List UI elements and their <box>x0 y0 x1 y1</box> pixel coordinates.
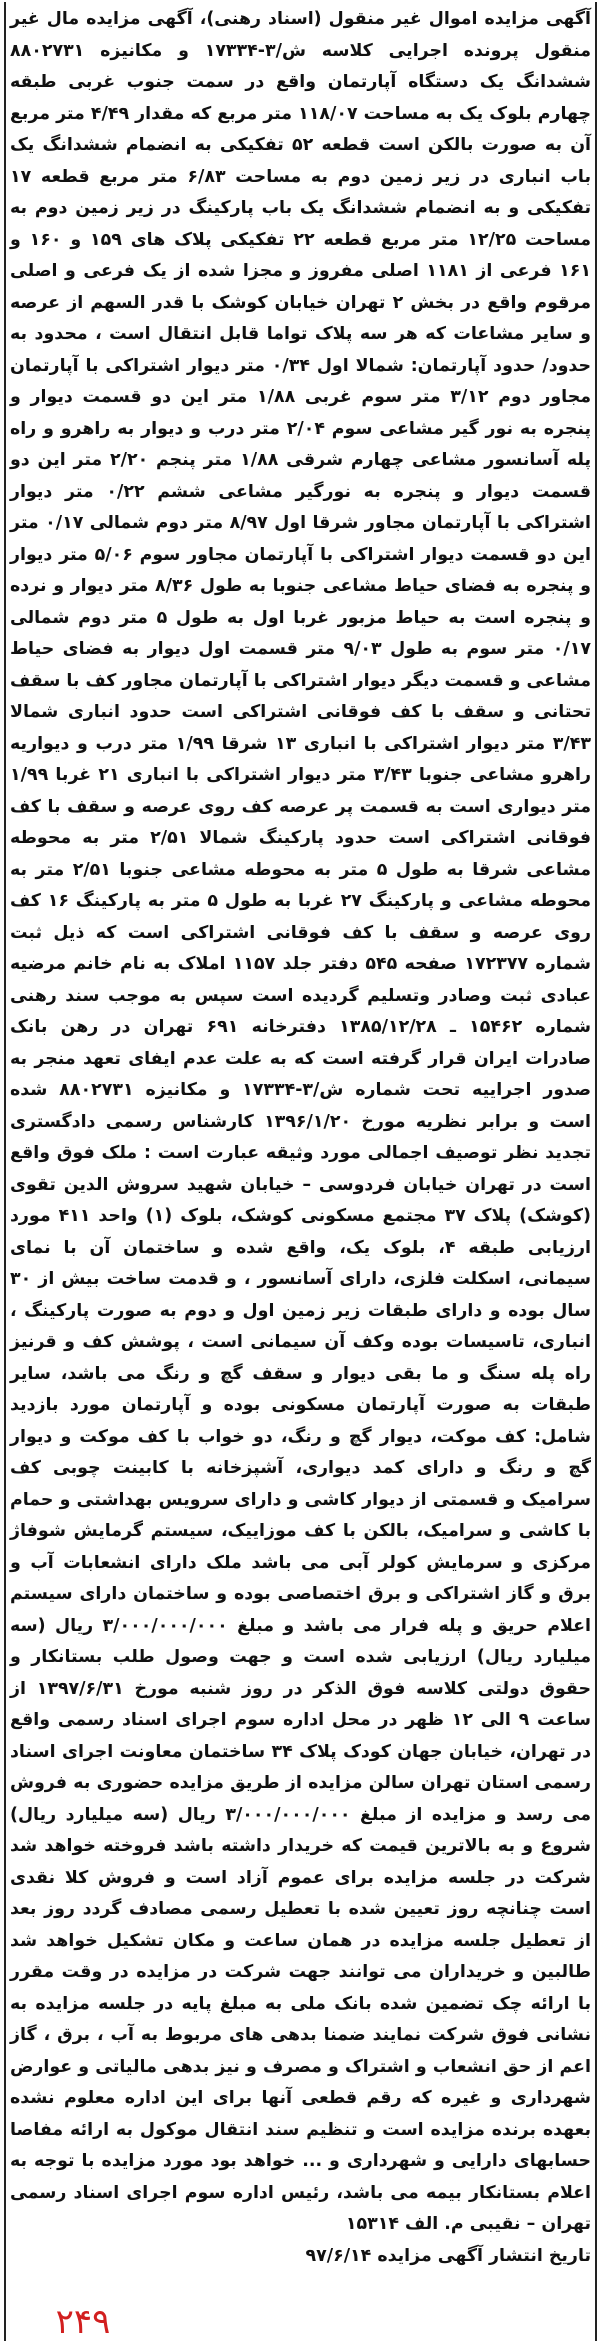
notice-body: آگهی مزایده اموال غیر منقول (اسناد رهنی)، آگهی مزایده مال غیر منقول پرونده اجرایی کلاسه ش/۳-۱۷۳۳۴ و مکانیزه ۸۸۰۲۷۳۱ ششدانگ یک دستگاه آپارتمان واقع در سمت جنوب غربی طبقه چهارم بلوک یک به مساحت ۱۱۸/۰۷ متر مربع که مقدار ۴/۴۹ متر مربع آن به صورت بالکن است قطعه ۵۲ تفکیکی به انضمام ششدانگ یک باب انباری در زیر زمین دوم به مساحت ۶/۸۳ متر مربع قطعه ۱۷ تفکیکی و به انضمام ششدانگ یک باب پارکینگ در زیر زمین دوم به مساحت ۱۲/۲۵ متر مربع قطعه ۲۲ تفکیکی پلاک های ۱۵۹ و ۱۶۰ و ۱۶۱ فرعی از ۱۱۸۱ اصلی مفروز و مجزا شده از یک فرعی و اصلی مرقوم واقع در بخش ۲ تهران خیابان کوشک با قدر السهم از عرصه و سایر مشاعات که هر سه پلاک تواما قابل انتقال است ، محدود به حدود/ حدود آپارتمان: شمالا اول ۰/۳۴ متر دیوار اشتراکی با آپارتمان مجاور دوم ۳/۱۲ متر سوم غربی ۱/۸۸ متر این دو قسمت دیوار و پنجره به نور گیر مشاعی سوم ۲/۰۴ متر درب و دیوار به راهرو و راه پله آسانسور مشاعی چهارم شرقی ۱/۸۸ متر پنجم ۲/۲۰ متر این دو قسمت دیوار و پنجره به نورگیر مشاعی ششم ۰/۲۲ متر دیوار اشتراکی با آپارتمان مجاور شرقا اول ۸/۹۷ متر دوم شمالی ۰/۱۷ متر این دو قسمت دیوار اشتراکی با آپارتمان مجاور سوم ۵/۰۶ متر دیوار و پنجره به فضای حیاط مشاعی جنوبا به طول ۸/۳۶ متر دیوار و نرده و پنجره است به حیاط مزبور غربا اول به طول ۵ متر دوم شمالی ۰/۱۷ متر سوم به طول ۹/۰۳ متر قسمت اول دیوار به فضای حیاط مشاعی و قسمت دیگر دیوار اشتراکی با آپارتمان مجاور کف با سقف تحتانی و سقف با کف فوقانی اشتراکی است حدود انباری شمالا ۳/۴۳ متر دیوار اشتراکی با انباری ۱۳ شرقا ۱/۹۹ متر درب و دیواریه راهرو مشاعی جنوبا ۳/۴۳ متر دیوار اشتراکی با انباری ۲۱ غربا ۱/۹۹ متر دیواری است به قسمت پر عرصه کف روی عرصه و سقف با کف فوقانی اشتراکی است حدود پارکینگ شمالا ۲/۵۱ متر به محوطه مشاعی شرقا به طول ۵ متر به محوطه مشاعی جنوبا ۲/۵۱ متر به محوطه مشاعی و پارکینگ ۲۷ غربا به طول ۵ متر به پارکینگ ۱۶ کف روی عرصه و سقف با کف فوقانی اشتراکی است که ذیل ثبت شماره ۱۷۲۳۷۷ صفحه ۵۴۵ دفتر جلد ۱۱۵۷ املاک به نام خانم مرضیه عبادی ثبت وصادر وتسلیم گردیده است سپس به موجب سند رهنی شماره ۱۵۴۶۲ ـ ۱۳۸۵/۱۲/۲۸ دفترخانه ۶۹۱ تهران در رهن بانک صادرات ایران قرار گرفته است که به علت عدم ایفای تعهد منجر به صدور اجراییه تحت شماره ش/۳-۱۷۳۳۴ و مکانیزه ۸۸۰۲۷۳۱ شده است و برابر نظریه مورخ ۱۳۹۶/۱/۲۰ کارشناس رسمی دادگستری تجدید نظر توصیف اجمالی مورد وثیقه عبارت است : ملک فوق واقع است در تهران خیابان فردوسی – خیابان شهید سروش الدین تقوی (کوشک) پلاک ۳۷ مجتمع مسکونی کوشک، بلوک (۱) واحد ۴۱۱ مورد ارزیابی طبقه ۴، بلوک یک، واقع شده و ساختمان آن با نمای سیمانی، اسکلت فلزی، دارای آسانسور ، و قدمت ساخت بیش از ۳۰ سال بوده و دارای طبقات زیر زمین اول و دوم به صورت پارکینگ ، انباری، تاسیسات بوده وکف آن سیمانی است ، پوشش کف و قرنیز راه پله سنگ و ما بقی دیوار و سقف گچ و رنگ می باشد، سایر طبقات به صورت آپارتمان مسکونی بوده و آپارتمان مورد بازدید شامل: کف موکت، دیوار گچ و رنگ، دو خواب با کف موکت و دیوار گچ و رنگ و دارای کمد دیواری، آشپزخانه با کابینت چوبی کف سرامیک و قسمتی از دیوار کاشی و دارای سرویس بهداشتی و حمام با کاشی و سرامیک، بالکن با کف موزاییک، سیستم گرمایش شوفاژ مرکزی و سرمایش کولر آبی می باشد ملک دارای انشعابات آب و برق و گاز اشتراکی و برق اختصاصی بوده و ساختمان دارای سیستم اعلام حریق و پله فرار می باشد و مبلغ ۳/۰۰۰/۰۰۰/۰۰۰ ریال (سه میلیارد ریال) ارزیابی شده است و جهت وصول طلب بستانکار و حقوق دولتی کلاسه فوق الذکر در روز شنبه مورخ ۱۳۹۷/۶/۳۱ از ساعت ۹ الی ۱۲ ظهر در محل اداره سوم اجرای اسناد رسمی واقع در تهران، خیابان جهان کودک پلاک ۳۴ ساختمان معاونت اجرای اسناد رسمی استان تهران سالن مزایده از طریق مزایده حضوری به فروش می رسد و مزایده از مبلغ ۳/۰۰۰/۰۰۰/۰۰۰ ریال (سه میلیارد ریال) شروع و به بالاترین قیمت که خریدار داشته باشد فروخته خواهد شد شرکت در جلسه مزایده برای عموم آزاد است و فروش کلا نقدی است چنانچه روز تعیین شده با تعطیل رسمی مصادف گردد روز بعد از تعطیل جلسه مزایده در همان ساعت و مکان تشکیل خواهد شد طالبین و خریداران می توانند جهت شرکت در مزایده در وقت مقرر با ارائه چک تضمین شده بانک ملی به مبلغ پایه در جلسه مزایده به نشانی فوق شرکت نمایند ضمنا بدهی های مربوط به آب ، برق ، گاز اعم از حق انشعاب و اشتراک و مصرف و نیز بدهی مالیاتی و عوارض شهرداری و غیره که رقم قطعی آنها برای این اداره معلوم نشده بعهده برنده مزایده است و تنظیم سند انتقال موکول به ارائه مفاصا حسابهای دارایی و شهرداری و ... خواهد بود مورد مزایده با توجه به اعلام بستانکار بیمه می باشد، رئیس اداره سوم اجرای اسناد رسمی تهران – نقیبی م. الف ۱۵۳۱۴ <box>10 9 592 2234</box>
auction-notice <box>10 4 591 2272</box>
publication-date: تاریخ انتشار آگهی مزایده ۹۷/۶/۱۴ <box>305 2245 591 2266</box>
page-number-text: ۲۴۹ <box>55 2302 111 2341</box>
page-number-mark <box>8 2301 158 2341</box>
handwritten-page-number <box>8 2301 158 2341</box>
